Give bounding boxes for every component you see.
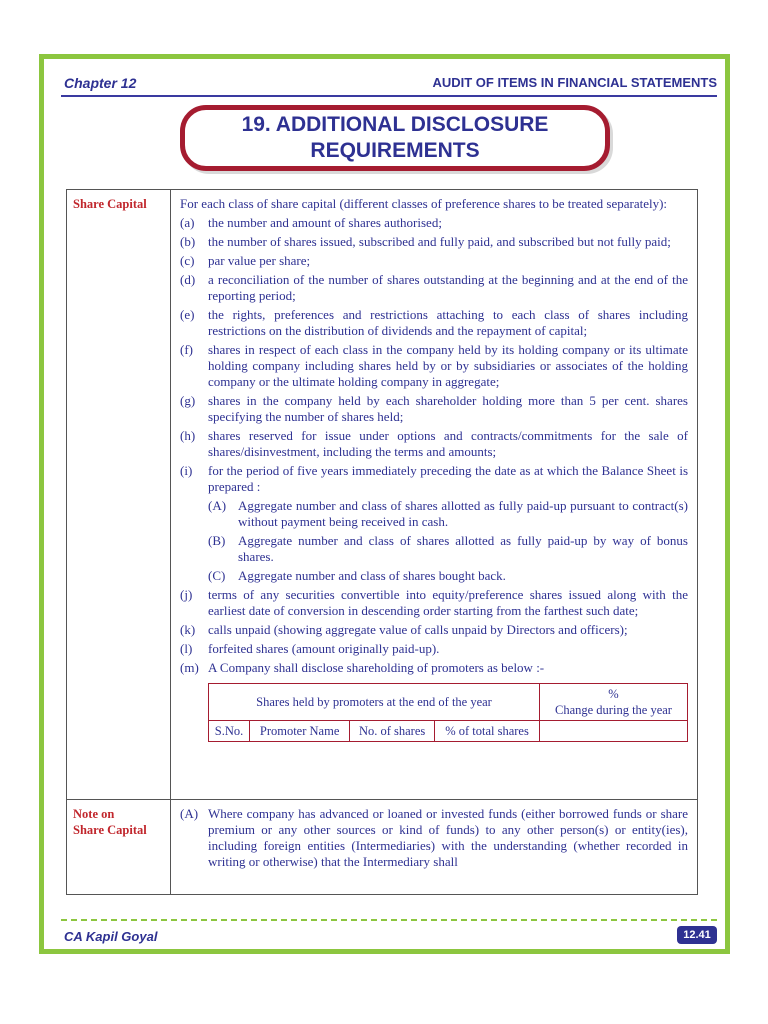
promoter-table-change-header — [540, 684, 688, 721]
note-item-label: (A) — [180, 806, 199, 821]
promoter-table-group-header: Shares held by promoters at the end of the year — [209, 684, 540, 721]
sub-list-item — [180, 533, 688, 565]
column-divider — [170, 190, 171, 894]
change-during-year-label: Change during the year — [555, 703, 672, 717]
column-header-no-of-shares: No. of shares — [350, 721, 435, 742]
list-item-text: the rights, preferences and restrictions attaching to each class of shares including restrictions on the distribution of dividends and the repayment of capital; — [208, 307, 688, 338]
list-item-text: calls unpaid (showing aggregate value of calls unpaid by Directors and officers); — [208, 622, 628, 637]
list-item-text: Aggregate number and class of shares allotted as fully paid-up pursuant to contract(s) without payment being received in cash. — [238, 498, 688, 529]
column-header-promoter-name: Promoter Name — [250, 721, 350, 742]
page-number-badge: 12.41 — [677, 926, 717, 944]
list-item — [180, 307, 688, 339]
list-item-text: a reconciliation of the number of shares outstanding at the beginning and at the end of the reporting period; — [208, 272, 688, 303]
list-item-label: (g) — [180, 393, 196, 408]
section-title — [180, 105, 610, 171]
section-title-line1: 19. ADDITIONAL DISCLOSURE — [241, 113, 549, 136]
author-name: CA Kapil Goyal — [64, 929, 158, 944]
list-item-label: (d) — [180, 272, 196, 287]
column-header-sno: S.No. — [209, 721, 250, 742]
list-item-text: terms of any securities convertible into equity/preference shares issued along with the earliest date of conversion in descending order starting from the farthest such date; — [208, 587, 688, 618]
list-item-label: (h) — [180, 428, 196, 443]
list-item-label: (B) — [208, 533, 226, 548]
section-title-line2: REQUIREMENTS — [310, 139, 480, 162]
share-capital-intro: For each class of share capital (different classes of preference shares to be treated separately): — [180, 196, 668, 211]
row-divider — [67, 799, 697, 800]
change-cell — [540, 721, 688, 742]
list-item-label: (e) — [180, 307, 195, 322]
list-item — [180, 463, 688, 495]
list-item-text: the number and amount of shares authorised; — [208, 215, 442, 230]
note-label-line1: Note on — [73, 807, 115, 821]
sub-list-item — [180, 568, 688, 584]
disclosure-table — [66, 189, 698, 895]
list-item-text: par value per share; — [208, 253, 311, 268]
list-item-label: (f) — [180, 342, 193, 357]
item-list — [180, 215, 688, 495]
page-frame — [39, 54, 730, 954]
list-item — [180, 272, 688, 304]
note-label — [73, 806, 167, 838]
page-header — [61, 71, 717, 97]
list-item-label: (A) — [208, 498, 227, 513]
list-item-text: A Company shall disclose shareholding of promoters as below :- — [208, 660, 545, 675]
list-item-text: shares reserved for issue under options and contracts/commitments for the sale of shares/disinvestment, including the terms and amounts; — [208, 428, 688, 459]
list-item-label: (i) — [180, 463, 193, 478]
list-item — [180, 587, 688, 619]
list-item — [180, 641, 688, 657]
list-item — [180, 660, 688, 676]
list-item — [180, 622, 688, 638]
promoter-table — [208, 683, 688, 742]
share-capital-label: Share Capital — [73, 197, 147, 211]
column-header-percent-total: % of total shares — [435, 721, 540, 742]
list-item — [180, 342, 688, 390]
list-item — [180, 393, 688, 425]
list-item-label: (j) — [180, 587, 193, 602]
page-footer — [61, 919, 717, 947]
list-item-text: shares in respect of each class in the company held by its holding company or its ultimate holding company including shares held by or by subsidiaries or associates of the holding company or the ultimate holding company in aggregate; — [208, 342, 688, 389]
list-item-label: (l) — [180, 641, 193, 656]
share-capital-content — [180, 196, 688, 742]
note-content — [180, 803, 688, 870]
list-item-text: shares in the company held by each shareholder holding more than 5 per cent. shares specifying the number of shares held; — [208, 393, 688, 424]
sub-item-list — [180, 498, 688, 584]
list-item-text: forfeited shares (amount originally paid-up). — [208, 641, 440, 656]
list-item — [180, 253, 688, 269]
note-label-line2: Share Capital — [73, 823, 147, 837]
list-item-text: for the period of five years immediately preceding the date as at which the Balance Sheet is prepared : — [208, 463, 688, 494]
list-item-label: (C) — [208, 568, 226, 583]
percent-symbol: % — [608, 687, 619, 701]
list-item-text: Aggregate number and class of shares allotted as fully paid-up by way of bonus shares. — [238, 533, 688, 564]
list-item-text: the number of shares issued, subscribed and fully paid, and subscribed but not fully paid; — [208, 234, 671, 249]
list-item — [180, 234, 688, 250]
list-item — [180, 428, 688, 460]
list-item-label: (c) — [180, 253, 195, 268]
header-title: AUDIT OF ITEMS IN FINANCIAL STATEMENTS — [432, 75, 717, 90]
chapter-label: Chapter 12 — [64, 75, 137, 91]
sub-list-item — [180, 498, 688, 530]
list-item — [180, 215, 688, 231]
list-item-label: (a) — [180, 215, 195, 230]
item-list-continued — [180, 587, 688, 676]
list-item-label: (k) — [180, 622, 196, 637]
list-item-text: Aggregate number and class of shares bought back. — [238, 568, 506, 583]
note-item-text: Where company has advanced or loaned or invested funds (either borrowed funds or share premium or any other sources or kind of funds) to any other person(s) or entity(ies), including foreign entities (Intermediaries) with the understanding (whether recorded in writing or otherwise) that the Intermediary shall — [208, 806, 688, 869]
list-item-label: (m) — [180, 660, 199, 675]
note-item — [180, 806, 688, 870]
list-item-label: (b) — [180, 234, 196, 249]
